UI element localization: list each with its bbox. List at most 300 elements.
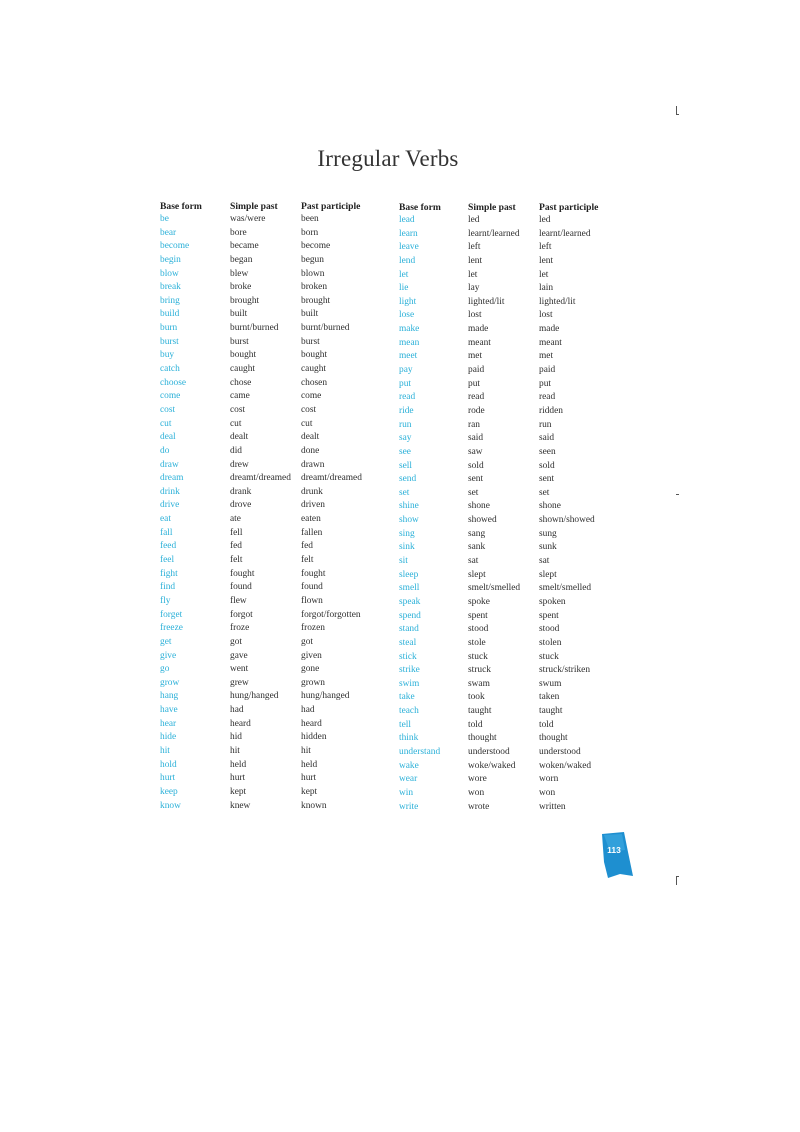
simple-past-cell: blew [230, 268, 249, 279]
simple-past-cell: did [230, 445, 242, 456]
base-form-cell: pay [399, 365, 413, 376]
base-form-cell: hit [160, 745, 170, 756]
past-participle-cell: gone [301, 664, 320, 675]
crop-mark-middle-right [676, 494, 679, 495]
simple-past-cell: lay [468, 283, 480, 294]
table-row [399, 787, 635, 801]
base-form-cell: speak [399, 596, 421, 607]
header-past-participle: Past participle [539, 202, 599, 213]
past-participle-cell: cut [301, 418, 313, 429]
base-form-cell: sell [399, 460, 413, 471]
crop-mark-bottom-right [676, 876, 677, 885]
base-form-cell: put [399, 378, 411, 389]
simple-past-cell: burnt/burned [230, 323, 279, 334]
past-participle-cell: put [539, 378, 551, 389]
page-number: 113 [607, 845, 621, 855]
simple-past-cell: met [468, 351, 483, 362]
table-row [160, 568, 397, 582]
simple-past-cell: wore [468, 774, 487, 785]
past-participle-cell: frozen [301, 623, 325, 634]
table-row [160, 581, 397, 595]
simple-past-cell: dealt [230, 432, 249, 443]
simple-past-cell: took [468, 692, 485, 703]
past-participle-cell: slept [539, 569, 557, 580]
simple-past-cell: stood [468, 624, 489, 635]
simple-past-cell: grew [230, 677, 249, 688]
base-form-cell: catch [160, 364, 180, 375]
table-row [399, 746, 635, 760]
table-row [399, 582, 635, 596]
past-participle-cell: written [539, 801, 566, 812]
past-participle-cell: spoken [539, 596, 566, 607]
table-row [160, 677, 397, 691]
simple-past-cell: sold [468, 460, 484, 471]
simple-past-cell: flew [230, 595, 247, 606]
table-row [160, 527, 397, 541]
table-row [399, 623, 635, 637]
table-row [399, 596, 635, 610]
past-participle-cell: sung [539, 528, 557, 539]
past-participle-cell: seen [539, 446, 556, 457]
base-form-cell: send [399, 474, 417, 485]
simple-past-cell: wrote [468, 801, 490, 812]
past-participle-cell: read [539, 392, 556, 403]
base-form-cell: win [399, 787, 414, 798]
past-participle-cell: fed [301, 541, 313, 552]
past-participle-cell: heard [301, 718, 322, 729]
table-row [160, 759, 397, 773]
simple-past-cell: struck [468, 665, 491, 676]
base-form-cell: read [399, 392, 416, 403]
table-row [399, 391, 635, 405]
simple-past-cell: felt [230, 555, 243, 566]
header-simple-past: Simple past [230, 201, 278, 212]
past-participle-cell: sat [539, 556, 550, 567]
table-row [160, 254, 397, 268]
simple-past-cell: drank [230, 486, 252, 497]
base-form-cell: understand [399, 746, 441, 757]
base-form-cell: feel [160, 555, 175, 566]
simple-past-cell: paid [468, 365, 485, 376]
table-row [160, 609, 397, 623]
table-row [160, 704, 397, 718]
table-header [160, 198, 397, 213]
past-participle-cell: sold [539, 460, 555, 471]
simple-past-cell: fell [230, 527, 243, 538]
simple-past-cell: became [230, 241, 259, 252]
table-row [160, 772, 397, 786]
simple-past-cell: left [468, 242, 481, 253]
base-form-cell: say [399, 433, 412, 444]
table-row [399, 378, 635, 392]
table-row [399, 432, 635, 446]
base-form-cell: keep [160, 786, 178, 797]
table-row [399, 555, 635, 569]
simple-past-cell: lent [468, 255, 483, 266]
past-participle-cell: hidden [301, 732, 327, 743]
past-participle-cell: kept [301, 786, 318, 797]
table-row [160, 636, 397, 650]
table-row [160, 486, 397, 500]
simple-past-cell: sent [468, 474, 484, 485]
simple-past-cell: brought [230, 295, 260, 306]
past-participle-cell: drunk [301, 486, 323, 497]
past-participle-cell: led [539, 215, 551, 225]
table-row [399, 760, 635, 774]
simple-past-cell: kept [230, 786, 247, 797]
simple-past-cell: went [230, 664, 249, 675]
table-row [399, 705, 635, 719]
base-form-cell: bring [160, 295, 180, 306]
simple-past-cell: built [230, 309, 248, 320]
base-form-cell: hurt [160, 773, 176, 784]
base-form-cell: sink [399, 542, 415, 553]
simple-past-cell: told [468, 719, 483, 730]
simple-past-cell: got [230, 636, 242, 647]
base-form-cell: become [160, 241, 190, 252]
past-participle-cell: made [539, 324, 560, 335]
past-participle-cell: become [301, 241, 331, 252]
past-participle-cell: smelt/smelled [539, 583, 592, 594]
past-participle-cell: hit [301, 745, 311, 756]
past-participle-cell: burst [301, 336, 320, 347]
simple-past-cell: bought [230, 350, 257, 361]
simple-past-cell: slept [468, 569, 486, 580]
verb-list-right [399, 214, 635, 814]
crop-mark-bottom-right-tick [676, 876, 679, 877]
page-number-badge [600, 832, 633, 878]
table-row [160, 213, 397, 227]
simple-past-cell: set [468, 487, 479, 498]
simple-past-cell: broke [230, 282, 252, 293]
table-row [160, 499, 397, 513]
table-row [160, 595, 397, 609]
past-participle-cell: meant [539, 337, 562, 348]
past-participle-cell: hung/hanged [301, 691, 350, 702]
table-row [399, 773, 635, 787]
simple-past-cell: bore [230, 227, 247, 238]
base-form-cell: fly [160, 595, 171, 606]
base-form-cell: lend [399, 255, 416, 266]
table-row [160, 268, 397, 282]
simple-past-cell: smelt/smelled [468, 583, 521, 594]
base-form-cell: sleep [399, 569, 419, 580]
header-simple-past: Simple past [468, 202, 516, 213]
simple-past-cell: sank [468, 542, 486, 553]
table-row [399, 801, 635, 815]
past-participle-cell: burnt/burned [301, 323, 350, 334]
table-row [160, 513, 397, 527]
base-form-cell: shine [399, 501, 419, 512]
past-participle-cell: thought [539, 733, 568, 744]
base-form-cell: get [160, 636, 172, 647]
base-form-cell: leave [399, 242, 419, 253]
base-form-cell: cost [160, 404, 176, 415]
past-participle-cell: eaten [301, 514, 321, 525]
base-form-cell: come [160, 391, 181, 402]
past-participle-cell: brought [301, 295, 331, 306]
base-form-cell: stick [399, 651, 417, 662]
table-row [160, 800, 397, 814]
past-participle-cell: left [539, 242, 552, 253]
table-row [399, 282, 635, 296]
base-form-cell: buy [160, 350, 175, 361]
table-row [160, 308, 397, 322]
base-form-cell: learn [399, 228, 418, 239]
past-participle-cell: met [539, 351, 554, 362]
base-form-cell: wear [399, 774, 418, 785]
table-row [160, 622, 397, 636]
simple-past-cell: found [230, 582, 252, 593]
table-row [399, 350, 635, 364]
header-base-form: Base form [160, 201, 202, 212]
table-row [160, 731, 397, 745]
simple-past-cell: chose [230, 377, 252, 388]
base-form-cell: mean [399, 337, 420, 348]
table-row [160, 690, 397, 704]
table-row [399, 732, 635, 746]
table-row [160, 336, 397, 350]
base-form-cell: smell [399, 583, 420, 594]
base-form-cell: light [399, 296, 417, 307]
table-row [160, 663, 397, 677]
simple-past-cell: drove [230, 500, 252, 511]
past-participle-cell: woken/waked [539, 760, 592, 771]
verb-table-left [160, 198, 397, 813]
base-form-cell: show [399, 515, 419, 526]
past-participle-cell: sunk [539, 542, 557, 553]
simple-past-cell: cut [230, 418, 242, 429]
page-title: Irregular Verbs [317, 146, 459, 171]
base-form-cell: tell [399, 719, 411, 730]
past-participle-cell: had [301, 705, 315, 716]
verb-list-left [160, 213, 397, 813]
past-participle-cell: driven [301, 500, 325, 511]
header-past-participle: Past participle [301, 201, 361, 212]
base-form-cell: build [160, 309, 180, 320]
table-row [399, 719, 635, 733]
base-form-cell: deal [160, 432, 176, 443]
past-participle-cell: set [539, 487, 550, 498]
table-row [399, 569, 635, 583]
simple-past-cell: lighted/lit [468, 296, 505, 307]
base-form-cell: strike [399, 665, 420, 676]
base-form-cell: let [399, 269, 409, 280]
past-participle-cell: got [301, 636, 313, 647]
past-participle-cell: lost [539, 310, 553, 321]
table-row [160, 459, 397, 473]
table-row [160, 418, 397, 432]
base-form-cell: hang [160, 691, 179, 702]
base-form-cell: cut [160, 418, 172, 429]
simple-past-cell: rode [468, 405, 485, 416]
past-participle-cell: run [539, 419, 552, 430]
past-participle-cell: swum [539, 678, 562, 689]
crop-mark-top-right-tick [676, 114, 679, 115]
past-participle-cell: stood [539, 624, 560, 635]
base-form-cell: teach [399, 706, 419, 717]
base-form-cell: ride [399, 405, 414, 416]
simple-past-cell: stuck [468, 651, 488, 662]
past-participle-cell: born [301, 227, 319, 238]
base-form-cell: grow [160, 677, 180, 688]
table-row [399, 637, 635, 651]
past-participle-cell: spent [539, 610, 559, 621]
base-form-cell: choose [160, 377, 187, 388]
simple-past-cell: heard [230, 718, 251, 729]
verb-table-right [399, 199, 635, 814]
simple-past-cell: sang [468, 528, 486, 539]
table-row [160, 377, 397, 391]
past-participle-cell: taught [539, 706, 563, 717]
past-participle-cell: held [301, 759, 318, 770]
past-participle-cell: flown [301, 595, 323, 606]
base-form-cell: spend [399, 610, 421, 621]
table-row [399, 610, 635, 624]
past-participle-cell: given [301, 650, 322, 661]
simple-past-cell: won [468, 787, 485, 798]
simple-past-cell: hid [230, 732, 242, 743]
past-participle-cell: ridden [539, 405, 563, 416]
base-form-cell: run [399, 419, 412, 430]
simple-past-cell: led [468, 215, 480, 225]
base-form-cell: wake [399, 760, 419, 771]
past-participle-cell: sent [539, 474, 555, 485]
base-form-cell: fall [160, 527, 173, 538]
table-row [399, 541, 635, 555]
base-form-cell: give [160, 650, 177, 661]
past-participle-cell: cost [301, 404, 317, 415]
base-form-cell: know [160, 800, 181, 811]
base-form-cell: hold [160, 759, 177, 770]
simple-past-cell: began [230, 254, 253, 265]
base-form-cell: dream [160, 473, 184, 484]
table-row [160, 363, 397, 377]
simple-past-cell: came [230, 391, 250, 402]
table-row [399, 269, 635, 283]
past-participle-cell: blown [301, 268, 325, 279]
simple-past-cell: froze [230, 623, 250, 634]
simple-past-cell: made [468, 324, 489, 335]
past-participle-cell: dealt [301, 432, 320, 443]
past-participle-cell: built [301, 309, 319, 320]
table-row [160, 554, 397, 568]
past-participle-cell: said [539, 433, 555, 444]
table-row [399, 514, 635, 528]
table-row [399, 337, 635, 351]
simple-past-cell: put [468, 378, 480, 389]
base-form-cell: blow [160, 268, 179, 279]
base-form-cell: eat [160, 514, 171, 525]
simple-past-cell: knew [230, 800, 251, 811]
table-row [160, 349, 397, 363]
base-form-cell: sit [399, 556, 408, 567]
base-form-cell: make [399, 324, 420, 335]
simple-past-cell: hurt [230, 773, 246, 784]
header-base-form: Base form [399, 202, 441, 213]
table-row [399, 255, 635, 269]
past-participle-cell: lent [539, 255, 554, 266]
simple-past-cell: let [468, 269, 478, 280]
simple-past-cell: caught [230, 364, 255, 375]
simple-past-cell: held [230, 759, 247, 770]
table-row [399, 664, 635, 678]
table-row [399, 296, 635, 310]
table-row [160, 786, 397, 800]
simple-past-cell: lost [468, 310, 482, 321]
past-participle-cell: understood [539, 746, 581, 757]
table-row [160, 472, 397, 486]
base-form-cell: drive [160, 500, 180, 511]
table-row [399, 500, 635, 514]
past-participle-cell: fought [301, 568, 326, 579]
past-participle-cell: stuck [539, 651, 559, 662]
base-form-cell: hear [160, 718, 177, 729]
base-form-cell: drink [160, 486, 180, 497]
base-form-cell: steal [399, 637, 417, 648]
past-participle-cell: bought [301, 350, 328, 361]
simple-past-cell: taught [468, 706, 492, 717]
past-participle-cell: dreamt/dreamed [301, 473, 362, 484]
base-form-cell: find [160, 582, 176, 593]
table-header [399, 199, 635, 214]
past-participle-cell: stolen [539, 637, 562, 648]
table-row [399, 651, 635, 665]
simple-past-cell: fed [230, 541, 242, 552]
simple-past-cell: cost [230, 404, 246, 415]
past-participle-cell: shone [539, 501, 561, 512]
base-form-cell: stand [399, 624, 419, 635]
past-participle-cell: told [539, 719, 554, 730]
table-row [399, 214, 635, 228]
base-form-cell: swim [399, 678, 420, 689]
simple-past-cell: was/were [230, 214, 266, 224]
simple-past-cell: learnt/learned [468, 228, 520, 239]
base-form-cell: take [399, 692, 415, 703]
simple-past-cell: showed [468, 515, 497, 526]
table-row [399, 228, 635, 242]
base-form-cell: see [399, 446, 411, 457]
table-row [160, 540, 397, 554]
simple-past-cell: ate [230, 514, 241, 525]
simple-past-cell: read [468, 392, 485, 403]
table-row [160, 404, 397, 418]
past-participle-cell: shown/showed [539, 515, 595, 526]
past-participle-cell: learnt/learned [539, 228, 591, 239]
table-row [399, 473, 635, 487]
base-form-cell: sing [399, 528, 415, 539]
base-form-cell: lose [399, 310, 415, 321]
past-participle-cell: worn [539, 774, 559, 785]
table-row [399, 678, 635, 692]
table-row [160, 322, 397, 336]
simple-past-cell: said [468, 433, 484, 444]
simple-past-cell: stole [468, 637, 486, 648]
past-participle-cell: grown [301, 677, 325, 688]
base-form-cell: do [160, 445, 170, 456]
base-form-cell: fight [160, 568, 178, 579]
table-row [399, 323, 635, 337]
base-form-cell: lead [399, 215, 415, 225]
simple-past-cell: gave [230, 650, 248, 661]
past-participle-cell: fallen [301, 527, 323, 538]
past-participle-cell: been [301, 214, 319, 224]
simple-past-cell: ran [468, 419, 480, 430]
base-form-cell: think [399, 733, 419, 744]
base-form-cell: write [399, 801, 419, 812]
past-participle-cell: done [301, 445, 320, 456]
past-participle-cell: drawn [301, 459, 325, 470]
